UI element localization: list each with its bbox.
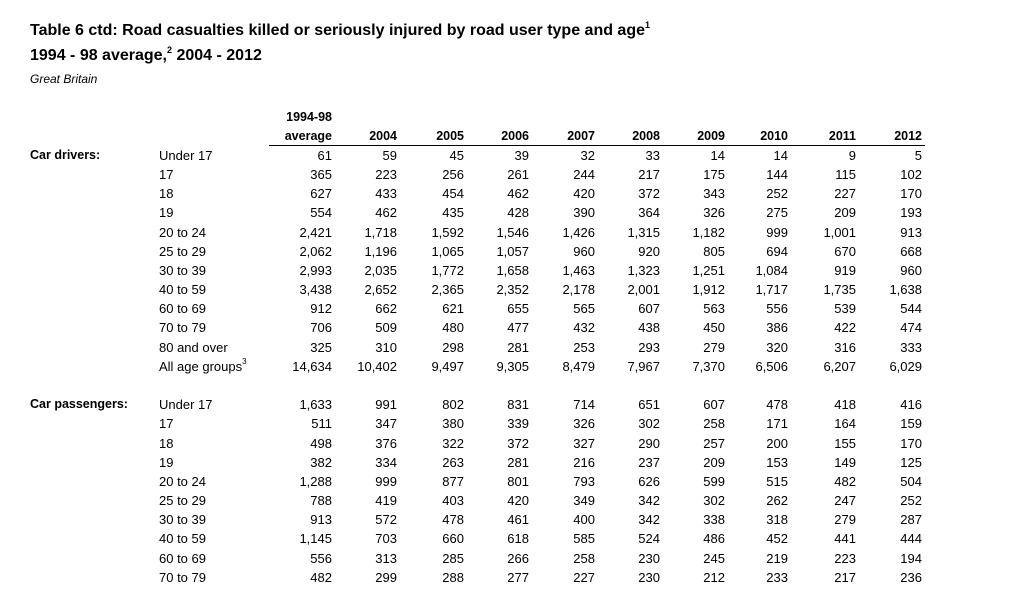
- table-cell: 999: [766, 224, 788, 240]
- table-row: [0, 225, 1024, 244]
- age-label: 20 to 24: [159, 473, 206, 489]
- table-cell: 14: [773, 148, 788, 163]
- table-cell: 1,323: [627, 262, 660, 278]
- table-cell: 572: [375, 512, 397, 528]
- table-cell: 277: [507, 569, 529, 585]
- table-cell: 320: [766, 339, 788, 355]
- table-row: [0, 436, 1024, 455]
- table-row: [0, 570, 1024, 589]
- table-cell: 6,029: [889, 358, 922, 374]
- table-cell: 125: [900, 454, 922, 470]
- table-cell: 313: [375, 550, 397, 566]
- table-cell: 960: [573, 243, 595, 259]
- table-cell: 524: [638, 531, 660, 547]
- table-cell: 1,718: [364, 224, 397, 240]
- column-header-year: 2006: [501, 129, 529, 143]
- table-cell: 478: [766, 397, 788, 413]
- table-cell: 256: [442, 167, 464, 183]
- column-header-average: average: [284, 129, 332, 143]
- table-cell: 258: [573, 550, 595, 566]
- table-row: [0, 416, 1024, 435]
- group-label: Car drivers:: [30, 148, 101, 162]
- table-cell: 258: [703, 416, 725, 432]
- table-cell: 1,638: [889, 282, 922, 298]
- table-cell: 1,658: [496, 262, 529, 278]
- table-cell: 474: [900, 320, 922, 336]
- age-label: 30 to 39: [159, 262, 206, 278]
- table-cell: 960: [900, 262, 922, 278]
- table-cell: 212: [703, 569, 725, 585]
- table-cell: 236: [900, 569, 922, 585]
- table-cell: 334: [375, 454, 397, 470]
- table-cell: 14,634: [292, 358, 332, 374]
- table-cell: 556: [766, 301, 788, 317]
- age-label: 18: [159, 186, 174, 202]
- table-cell: 347: [375, 416, 397, 432]
- table-cell: 462: [375, 205, 397, 221]
- table-cell: 290: [638, 435, 660, 451]
- column-header-year: 2005: [436, 129, 464, 143]
- age-label: 70 to 79: [159, 569, 206, 585]
- table-cell: 607: [703, 397, 725, 413]
- table-cell: 193: [900, 205, 922, 221]
- table-title-years: 1994 - 98 average,$^2$ 2004 - 2012: [30, 45, 262, 64]
- table-cell: 159: [900, 416, 922, 432]
- table-cell: 333: [900, 339, 922, 355]
- table-cell: 382: [310, 454, 332, 470]
- table-cell: 1,592: [431, 224, 464, 240]
- age-label: 25 to 29: [159, 493, 206, 509]
- table-cell: 515: [766, 473, 788, 489]
- table-cell: 253: [573, 339, 595, 355]
- table-row: [0, 356, 1024, 378]
- table-cell: 563: [703, 301, 725, 317]
- table-cell: 621: [442, 301, 464, 317]
- table-cell: 913: [310, 512, 332, 528]
- table-cell: 266: [507, 550, 529, 566]
- table-row: [0, 282, 1024, 301]
- age-label: 40 to 59: [159, 282, 206, 298]
- table-cell: 257: [703, 435, 725, 451]
- table-cell: 416: [900, 397, 922, 413]
- table-cell: 1,065: [431, 243, 464, 259]
- table-cell: 420: [507, 493, 529, 509]
- table-cell: 170: [900, 186, 922, 202]
- table-cell: 281: [507, 339, 529, 355]
- age-label: 17: [159, 167, 174, 183]
- table-cell: 1,084: [755, 262, 788, 278]
- table-cell: 504: [900, 473, 922, 489]
- table-cell: 480: [442, 320, 464, 336]
- table-cell: 149: [834, 454, 856, 470]
- table-cell: 209: [834, 205, 856, 221]
- table-cell: 219: [766, 550, 788, 566]
- table-cell: 217: [834, 569, 856, 585]
- table-cell: 435: [442, 205, 464, 221]
- age-label: Under 17: [159, 397, 213, 413]
- table-cell: 230: [638, 569, 660, 585]
- table-cell: 419: [375, 493, 397, 509]
- table-row: [0, 148, 1024, 167]
- table-cell: 1,633: [299, 397, 332, 413]
- age-label: 19: [159, 205, 174, 221]
- table-cell: 805: [703, 243, 725, 259]
- table-cell: 511: [311, 416, 332, 432]
- table-cell: 318: [766, 512, 788, 528]
- table-cell: 200: [766, 435, 788, 451]
- table-cell: 2,062: [299, 243, 332, 259]
- table-cell: 7,967: [627, 358, 660, 374]
- table-cell: 433: [375, 186, 397, 202]
- footnote-marker: 1: [645, 20, 651, 30]
- table-cell: 1,546: [496, 224, 529, 240]
- table-cell: 5: [914, 148, 922, 163]
- table-cell: 618: [507, 531, 529, 547]
- table-cell: 287: [900, 512, 922, 528]
- table-cell: 115: [835, 167, 856, 183]
- table-cell: 509: [375, 320, 397, 336]
- age-label: 80 and over: [159, 339, 228, 355]
- table-cell: 45: [449, 148, 464, 163]
- table-cell: 428: [507, 205, 529, 221]
- column-header-year: 2010: [760, 129, 788, 143]
- table-cell: 831: [507, 397, 529, 413]
- table-cell: 1,182: [692, 224, 725, 240]
- table-cell: 1,001: [823, 224, 856, 240]
- table-cell: 194: [900, 550, 922, 566]
- table-cell: 660: [442, 531, 464, 547]
- table-cell: 670: [834, 243, 856, 259]
- table-row: [0, 455, 1024, 474]
- age-label: 25 to 29: [159, 243, 206, 259]
- table-cell: 302: [703, 493, 725, 509]
- table-cell: 316: [834, 339, 856, 355]
- table-cell: 338: [703, 512, 725, 528]
- table-cell: 2,035: [364, 262, 397, 278]
- table-cell: 7,370: [692, 358, 725, 374]
- table-cell: 175: [703, 167, 725, 183]
- table-title: Table 6 ctd: Road casualties killed or seriously injured by road user type and age$^1$: [30, 20, 651, 39]
- table-cell: 802: [442, 397, 464, 413]
- age-label: 40 to 59: [159, 531, 206, 547]
- table-cell: 245: [703, 550, 725, 566]
- table-cell: 554: [310, 205, 332, 221]
- table-cell: 310: [375, 339, 397, 355]
- table-cell: 275: [766, 205, 788, 221]
- table-cell: 1,717: [755, 282, 788, 298]
- table-cell: 2,652: [364, 282, 397, 298]
- table-cell: 2,993: [299, 262, 332, 278]
- column-header-average-years: 1994-98: [286, 110, 332, 124]
- table-row: [0, 263, 1024, 282]
- table-cell: 454: [442, 186, 464, 202]
- footnote-marker: 3: [242, 356, 247, 366]
- age-label: 20 to 24: [159, 224, 206, 240]
- table-cell: 216: [573, 454, 595, 470]
- table-cell: 247: [834, 493, 856, 509]
- table-cell: 372: [507, 435, 529, 451]
- table-cell: 155: [834, 435, 856, 451]
- table-cell: 339: [507, 416, 529, 432]
- table-cell: 920: [638, 243, 660, 259]
- age-label: 18: [159, 435, 174, 451]
- table-cell: 171: [766, 416, 788, 432]
- table-cell: 9,305: [496, 358, 529, 374]
- table-cell: 2,352: [496, 282, 529, 298]
- table-cell: 10,402: [357, 358, 397, 374]
- table-cell: 252: [766, 186, 788, 202]
- table-cell: 327: [573, 435, 595, 451]
- table-cell: 262: [766, 493, 788, 509]
- table-cell: 556: [310, 550, 332, 566]
- table-cell: 288: [442, 569, 464, 585]
- table-cell: 342: [638, 493, 660, 509]
- table-cell: 694: [766, 243, 788, 259]
- column-header-year: 2009: [697, 129, 725, 143]
- table-cell: 1,463: [562, 262, 595, 278]
- header-rule: [269, 145, 925, 146]
- table-cell: 599: [703, 473, 725, 489]
- table-row: [0, 320, 1024, 339]
- table-cell: 376: [375, 435, 397, 451]
- column-header-year: 2011: [828, 129, 856, 143]
- table-cell: 281: [507, 454, 529, 470]
- table-cell: 325: [310, 339, 332, 355]
- age-label: 17: [159, 416, 174, 432]
- table-cell: 102: [900, 167, 922, 183]
- table-cell: 39: [514, 148, 529, 163]
- table-cell: 400: [573, 512, 595, 528]
- table-subtitle: Great Britain: [30, 72, 98, 86]
- table-cell: 1,288: [299, 473, 332, 489]
- table-cell: 302: [638, 416, 660, 432]
- table-cell: 285: [442, 550, 464, 566]
- table-cell: 261: [507, 167, 529, 183]
- table-cell: 364: [638, 205, 660, 221]
- table-cell: 662: [375, 301, 397, 317]
- table-cell: 999: [375, 473, 397, 489]
- table-cell: 164: [834, 416, 856, 432]
- table-cell: 372: [638, 186, 660, 202]
- table-cell: 2,421: [299, 224, 332, 240]
- age-label: 70 to 79: [159, 320, 206, 336]
- table-cell: 1,057: [496, 243, 529, 259]
- table-cell: 462: [507, 186, 529, 202]
- table-cell: 59: [382, 148, 397, 163]
- table-cell: 1,196: [364, 243, 397, 259]
- table-cell: 432: [573, 320, 595, 336]
- table-cell: 380: [442, 416, 464, 432]
- table-cell: 365: [310, 167, 332, 183]
- footnote-marker: 2: [167, 45, 173, 55]
- column-header-year: 2007: [567, 129, 595, 143]
- table-cell: 1,772: [431, 262, 464, 278]
- table-cell: 1,251: [692, 262, 725, 278]
- table-cell: 322: [442, 435, 464, 451]
- table-row: [0, 493, 1024, 512]
- table-cell: 912: [310, 301, 332, 317]
- table-cell: 326: [573, 416, 595, 432]
- table-cell: 1,145: [299, 531, 332, 547]
- table-row: [0, 205, 1024, 224]
- table-cell: 788: [310, 493, 332, 509]
- table-cell: 478: [442, 512, 464, 528]
- table-cell: 1,912: [692, 282, 725, 298]
- table-cell: 209: [703, 454, 725, 470]
- table-cell: 403: [442, 493, 464, 509]
- table-cell: 450: [703, 320, 725, 336]
- table-row: [0, 474, 1024, 493]
- age-label: 60 to 69: [159, 550, 206, 566]
- table-cell: 420: [573, 186, 595, 202]
- table-cell: 482: [310, 569, 332, 585]
- table-cell: 919: [834, 262, 856, 278]
- table-cell: 441: [834, 531, 856, 547]
- table-cell: 279: [834, 512, 856, 528]
- table-cell: 565: [573, 301, 595, 317]
- table-cell: 607: [638, 301, 660, 317]
- table-cell: 343: [703, 186, 725, 202]
- table-cell: 585: [573, 531, 595, 547]
- table-row: [0, 531, 1024, 550]
- table-cell: 153: [766, 454, 788, 470]
- table-cell: 626: [638, 473, 660, 489]
- table-cell: 482: [834, 473, 856, 489]
- table-cell: 444: [900, 531, 922, 547]
- table-cell: 9: [848, 148, 856, 163]
- group-label: Car passengers:: [30, 397, 128, 412]
- table-cell: 438: [638, 320, 660, 336]
- age-label: 60 to 69: [159, 301, 206, 317]
- table-cell: 1,315: [627, 224, 660, 240]
- age-label: 30 to 39: [159, 512, 206, 528]
- table-cell: 33: [645, 148, 660, 163]
- table-cell: 237: [638, 454, 660, 470]
- age-label: All age groups$^3$: [159, 356, 247, 374]
- table-cell: 217: [638, 167, 660, 183]
- table-cell: 293: [638, 339, 660, 355]
- table-cell: 2,001: [627, 282, 660, 298]
- table-cell: 477: [507, 320, 529, 336]
- table-cell: 342: [638, 512, 660, 528]
- table-cell: 32: [580, 148, 595, 163]
- age-label: Under 17: [159, 148, 213, 163]
- table-cell: 170: [900, 435, 922, 451]
- table-cell: 651: [638, 397, 660, 413]
- table-row: [0, 167, 1024, 186]
- table-row: [0, 397, 1024, 416]
- table-cell: 877: [442, 473, 464, 489]
- table-cell: 230: [638, 550, 660, 566]
- table-cell: 486: [703, 531, 725, 547]
- table-cell: 539: [834, 301, 856, 317]
- column-header-year: 2004: [369, 129, 397, 143]
- age-label: 19: [159, 454, 174, 470]
- table-cell: 801: [507, 473, 529, 489]
- table-cell: 252: [900, 493, 922, 509]
- table-cell: 1,735: [823, 282, 856, 298]
- table-cell: 714: [573, 397, 595, 413]
- table-cell: 61: [317, 148, 332, 163]
- table-cell: 223: [834, 550, 856, 566]
- table-cell: 422: [834, 320, 856, 336]
- table-cell: 299: [375, 569, 397, 585]
- table-cell: 452: [766, 531, 788, 547]
- table-cell: 6,506: [755, 358, 788, 374]
- table-cell: 991: [375, 397, 397, 413]
- table-cell: 913: [900, 224, 922, 240]
- table-row: [0, 244, 1024, 263]
- table-cell: 390: [573, 205, 595, 221]
- table-cell: 9,497: [431, 358, 464, 374]
- table-cell: 326: [703, 205, 725, 221]
- table-cell: 461: [507, 512, 529, 528]
- table-cell: 627: [310, 186, 332, 202]
- table-cell: 2,178: [562, 282, 595, 298]
- table-cell: 144: [766, 167, 788, 183]
- table-cell: 3,438: [299, 282, 332, 298]
- table-cell: 8,479: [562, 358, 595, 374]
- table-cell: 227: [834, 186, 856, 202]
- table-row: [0, 512, 1024, 531]
- table-row: [0, 186, 1024, 205]
- table-cell: 668: [900, 243, 922, 259]
- table-cell: 655: [507, 301, 529, 317]
- table-cell: 793: [573, 473, 595, 489]
- table-cell: 349: [573, 493, 595, 509]
- table-cell: 6,207: [823, 358, 856, 374]
- table-cell: 223: [375, 167, 397, 183]
- table-cell: 263: [442, 454, 464, 470]
- table-cell: 2,365: [431, 282, 464, 298]
- table-row: [0, 340, 1024, 359]
- column-header-year: 2008: [632, 129, 660, 143]
- table-row: [0, 301, 1024, 320]
- table-cell: 386: [766, 320, 788, 336]
- table-cell: 706: [310, 320, 332, 336]
- table-cell: 298: [442, 339, 464, 355]
- table-cell: 703: [375, 531, 397, 547]
- table-cell: 498: [310, 435, 332, 451]
- table-row: [0, 551, 1024, 570]
- table-cell: 418: [834, 397, 856, 413]
- table-cell: 227: [573, 569, 595, 585]
- table-cell: 14: [710, 148, 725, 163]
- column-header-year: 2012: [894, 129, 922, 143]
- table-cell: 279: [703, 339, 725, 355]
- table-cell: 544: [900, 301, 922, 317]
- table-cell: 233: [766, 569, 788, 585]
- table-cell: 244: [573, 167, 595, 183]
- table-cell: 1,426: [562, 224, 595, 240]
